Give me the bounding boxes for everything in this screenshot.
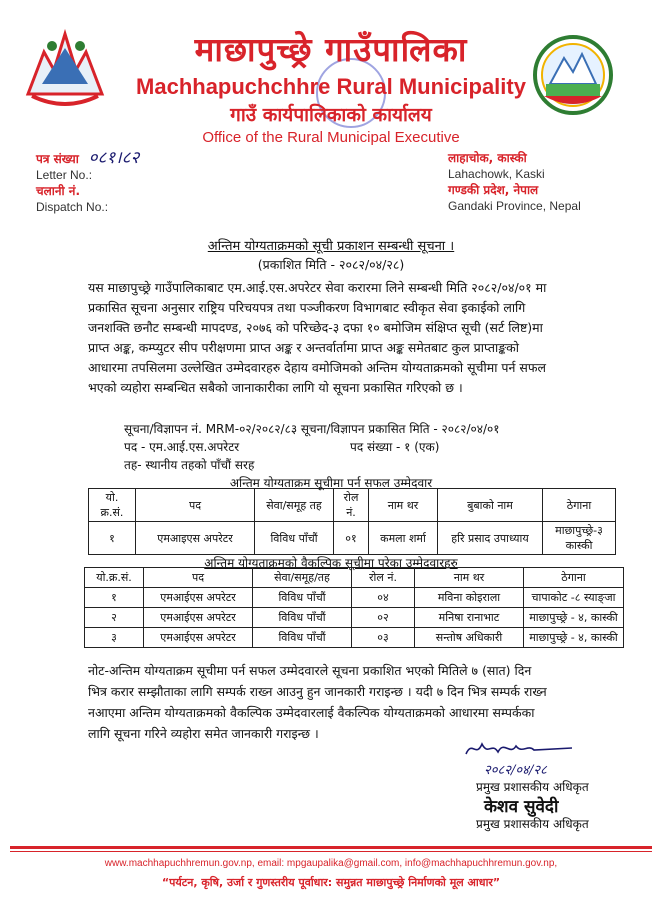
address-en-2: Gandaki Province, Nepal bbox=[448, 199, 581, 213]
table-cell: एमआइएस अपरेटर bbox=[136, 522, 255, 555]
post-count: पद संख्या - १ (एक) bbox=[350, 440, 440, 454]
table-cell: माछापुच्छ्रे-३ कास्की bbox=[543, 522, 616, 555]
table-header: पद bbox=[136, 489, 255, 522]
table1-caption: अन्तिम योग्यताक्रम सूचीमा पर्न सफल उम्मेदवार bbox=[229, 476, 433, 490]
table-cell: एमआईएस अपरेटर bbox=[144, 588, 253, 608]
table-cell: कमला शर्मा bbox=[369, 522, 438, 555]
table-cell: १ bbox=[89, 522, 136, 555]
level-line: तह- स्थानीय तहको पाँचौं सरह bbox=[124, 458, 255, 472]
table-cell: विविध पाँचौं bbox=[255, 522, 334, 555]
table-cell: ०२ bbox=[352, 608, 415, 628]
table-cell: माछापुच्छ्रे - ४, कास्की bbox=[524, 608, 624, 628]
table-row bbox=[89, 522, 616, 555]
dispatch-label-en: Dispatch No.: bbox=[36, 200, 109, 214]
table-cell: ०१ bbox=[334, 522, 369, 555]
signature-date: २०८२/०४/२८ bbox=[484, 763, 547, 778]
body-line: आधारमा तपसिलमा उल्लेखित उम्मेदवारहरु देहाय वमोजिमको अन्तिम योग्यताक्रमको सूचीमा पर्न सफल bbox=[88, 360, 546, 375]
body-line: भएको व्यहोरा सम्बन्धित सबैको जानाकारीका लागि यो सूचना प्रकासित गरिएको छ । bbox=[88, 380, 463, 395]
footer-slogan: “पर्यटन, कृषि, उर्जा र गुणस्तरीय पूर्वाधार: समुन्नत माछापुच्छ्रे निर्माणको मूल आधार” bbox=[161, 876, 501, 889]
table-cell: ०३ bbox=[352, 628, 415, 648]
table-cell: विविध पाँचौं bbox=[253, 628, 352, 648]
dispatch-label-np: चलानी नं. bbox=[36, 184, 81, 198]
table-header: बुबाको नाम bbox=[438, 489, 543, 522]
table-header: नाम थर bbox=[415, 568, 524, 588]
notice-title: अन्तिम योग्यताक्रमको सूची प्रकाशन सम्बन्धी सूचना । bbox=[207, 239, 455, 254]
table-row bbox=[85, 608, 624, 628]
letter-meta bbox=[36, 150, 139, 215]
signature-scribble bbox=[462, 738, 582, 760]
table-cell: ३ bbox=[85, 628, 144, 648]
table-cell: सन्तोष अधिकारी bbox=[415, 628, 524, 648]
body-line: प्रकासित सूचना अनुसार राष्ट्रिय परिचयपत्र तथा पञ्जीकरण विभागबाट स्वीकृत सेवा इकाईको लागि bbox=[88, 300, 526, 315]
table-cell: ०४ bbox=[352, 588, 415, 608]
office-title-en: Office of the Rural Municipal Executive bbox=[202, 129, 460, 146]
note-line: लागि सूचना गरिने व्यहोरा समेत जानकारी गराइन्छ । bbox=[88, 726, 319, 741]
letter-no-label-en: Letter No.: bbox=[36, 168, 93, 182]
letter-no-label-np: पत्र संख्या bbox=[36, 152, 79, 166]
note-paragraph bbox=[88, 660, 616, 744]
table-header: ठेगाना bbox=[543, 489, 616, 522]
table-cell: चापाकोट -८ स्याङ्जा bbox=[524, 588, 624, 608]
table-cell: माछापुच्छ्रे - ४, कास्की bbox=[524, 628, 624, 648]
body-line: प्राप्त अङ्क, कम्प्युटर सीप परीक्षणमा प्राप्त अङ्क र अन्तर्वार्तामा प्राप्त अङ्क समेतबाट कुल प्राप्ताङ्कको bbox=[88, 340, 519, 355]
table-cell: २ bbox=[85, 608, 144, 628]
notice-body bbox=[88, 278, 608, 398]
footer-divider-thin bbox=[10, 851, 652, 852]
municipality-title-np: माछापुच्छ्रे गाउँपालिका bbox=[194, 30, 468, 69]
letter-no-value: ०८१।८२ bbox=[88, 148, 140, 168]
table-cell: विविध पाँचौं bbox=[253, 608, 352, 628]
body-line: यस माछापुच्छ्रे गाउँपालिकाबाट एम.आई.एस.अपरेटर सेवा करारमा लिने सम्बन्धी मिति २०८२/०४/०१ मा bbox=[88, 280, 547, 295]
table-header: यो.क्र.सं. bbox=[85, 568, 144, 588]
footer-contact: www.machhapuchhremun.gov.np, email: mpgaupalika@gmail.com, info@machhapuchhremun.gov.np, bbox=[104, 858, 558, 869]
vacancy-line: सूचना/विज्ञापन नं. MRM-०२/२०८२/८३ सूचना/विज्ञापन प्रकासित मिति - २०८२/०४/०१ bbox=[124, 422, 500, 436]
table-header: नाम थर bbox=[369, 489, 438, 522]
table-row bbox=[85, 628, 624, 648]
table-cell: मनिषा रानाभाट bbox=[415, 608, 524, 628]
office-title-np: गाउँ कार्यपालिकाको कार्यालय bbox=[230, 104, 432, 126]
address-en-1: Lahachowk, Kaski bbox=[448, 167, 545, 181]
table-cell: एमआईएस अपरेटर bbox=[144, 628, 253, 648]
table-cell: एमआईएस अपरेटर bbox=[144, 608, 253, 628]
municipality-title-en: Machhapuchchhre Rural Municipality bbox=[136, 74, 526, 99]
note-line: भित्र करार सम्झौताका लागि सम्पर्क राख्न आउनु हुन जानकारी गराइन्छ । यदी ७ दिन भित्र सम्पर्क राख्न bbox=[88, 684, 547, 699]
table-header: सेवा/समूह तह bbox=[255, 489, 334, 522]
table-cell: हरि प्रसाद उपाध्याय bbox=[438, 522, 543, 555]
signature-title-top: प्रमुख प्रशासकीय अधिकृत bbox=[476, 780, 589, 794]
table-header: यो. क्र.सं. bbox=[89, 489, 136, 522]
signature-title-bottom: प्रमुख प्रशासकीय अधिकृत bbox=[476, 817, 589, 831]
table-cell: १ bbox=[85, 588, 144, 608]
body-line: जनशक्ति छनौट सम्बन्धी मापदण्ड, २०७६ को परिच्छेद-३ दफा १० बमोजिम संक्षिप्त सूची (सर्ट लिष्ट)मा bbox=[88, 320, 543, 335]
note-line: नआएमा अन्तिम योग्यताक्रमको वैकल्पिक उम्मेदवारलाई वैकल्पिक योग्यताक्रमको आधारमा सम्पर्कका bbox=[88, 705, 535, 720]
table-cell: विविध पाँचौं bbox=[253, 588, 352, 608]
alternate-list-table bbox=[84, 567, 624, 648]
table-header-row bbox=[89, 489, 616, 522]
address-block bbox=[448, 150, 581, 214]
table-cell: मविना कोइराला bbox=[415, 588, 524, 608]
table-header-row bbox=[85, 568, 624, 588]
table-header: पद bbox=[144, 568, 253, 588]
post-line: पद - एम.आई.एस.अपरेटर bbox=[124, 440, 240, 454]
table-header: रोल नं. bbox=[352, 568, 415, 588]
footer-divider bbox=[10, 846, 652, 849]
notice-published-date: (प्रकाशित मिति - २०८२/०४/२८) bbox=[257, 257, 405, 272]
address-np-2: गण्डकी प्रदेश, नेपाल bbox=[448, 183, 539, 197]
table-header: रोल नं. bbox=[334, 489, 369, 522]
table2-caption: अन्तिम योग्यताक्रमको वैकल्पिक सूचीमा परेका उम्मेदवारहरु bbox=[204, 556, 458, 570]
table-header: ठेगाना bbox=[524, 568, 624, 588]
table-row bbox=[85, 588, 624, 608]
table-header: सेवा/समूह/तह bbox=[253, 568, 352, 588]
address-np-1: लाहाचोक, कास्की bbox=[448, 151, 527, 165]
final-list-table bbox=[88, 488, 616, 555]
signature-name: केशव सुवेदी bbox=[484, 797, 559, 817]
note-line: नोट-अन्तिम योग्यताक्रम सूचीमा पर्न सफल उम्मेदवारले सूचना प्रकाशित भएको मितिले ७ (सात) दिन bbox=[88, 663, 532, 678]
